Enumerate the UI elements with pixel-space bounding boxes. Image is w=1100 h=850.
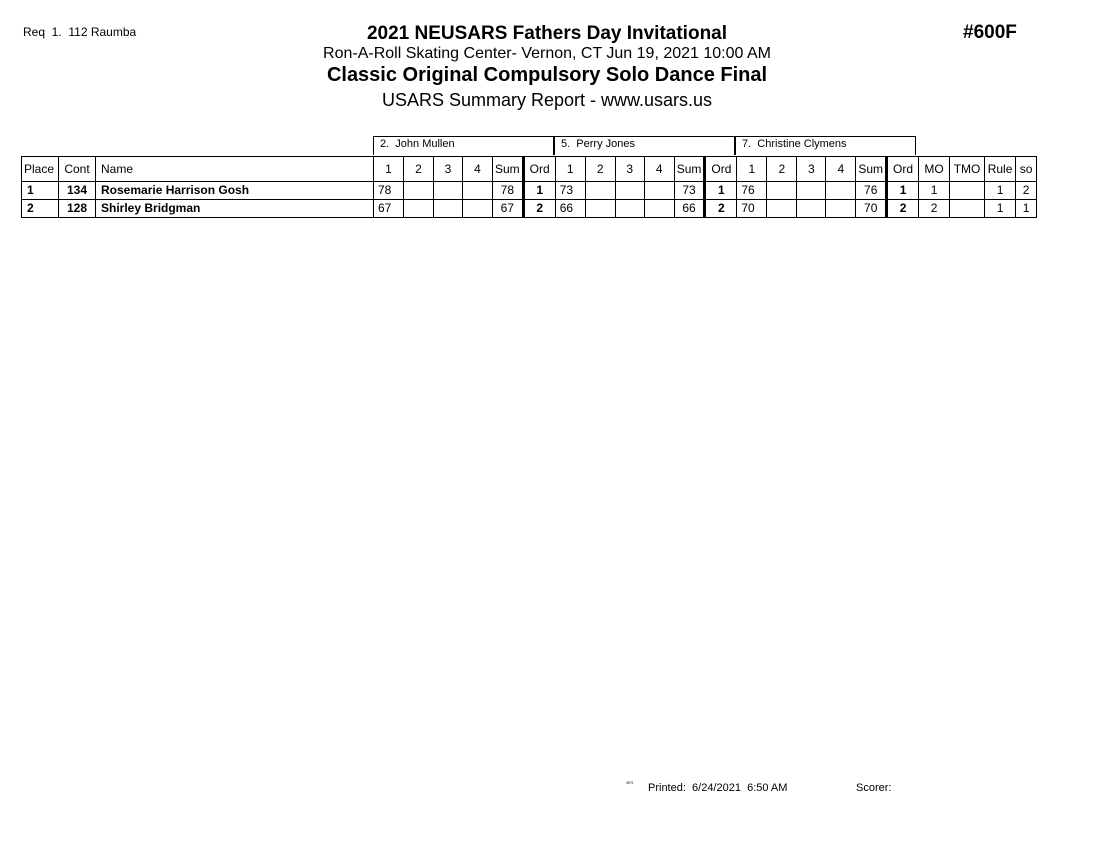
mark-cell — [463, 200, 493, 218]
mark-cell — [585, 182, 615, 200]
mark-cell: 67 — [374, 200, 404, 218]
place-cell: 2 — [22, 200, 59, 218]
mark-cell: 70 — [737, 200, 767, 218]
tmo-cell — [950, 182, 985, 200]
table-header-row — [22, 157, 1037, 182]
col-j3-mark1: 1 — [737, 157, 767, 182]
sum-cell: 73 — [674, 182, 705, 200]
footer-mark: ³³⁰³ — [626, 781, 633, 787]
mark-cell — [644, 182, 674, 200]
rule-cell: 1 — [985, 200, 1016, 218]
rule-cell: 1 — [985, 182, 1016, 200]
col-tmo: TMO — [950, 157, 985, 182]
mark-cell — [767, 200, 797, 218]
col-j2-mark2: 2 — [585, 157, 615, 182]
sum-cell: 70 — [856, 200, 887, 218]
col-place: Place — [22, 157, 59, 182]
mark-cell: 66 — [555, 200, 585, 218]
mark-cell — [463, 182, 493, 200]
sum-cell: 76 — [856, 182, 887, 200]
mark-cell — [644, 200, 674, 218]
table-row — [22, 182, 1037, 200]
mark-cell — [767, 182, 797, 200]
col-j2-mark4: 4 — [644, 157, 674, 182]
so-cell: 1 — [1016, 200, 1037, 218]
scorer-label: Scorer: — [856, 782, 892, 794]
mark-cell — [434, 200, 463, 218]
col-j1-ord: Ord — [523, 157, 555, 182]
mark-cell — [826, 200, 856, 218]
mark-cell — [404, 200, 434, 218]
col-j2-sum: Sum — [674, 157, 705, 182]
col-j3-mark3: 3 — [797, 157, 826, 182]
page-title: 2021 NEUSARS Fathers Day Invitational — [366, 23, 728, 44]
event-name: Classic Original Compulsory Solo Dance Final — [326, 64, 768, 86]
mark-cell: 78 — [374, 182, 404, 200]
event-number: #600F — [963, 22, 1017, 43]
mo-cell: 1 — [919, 182, 950, 200]
col-j1-mark4: 4 — [463, 157, 493, 182]
sum-cell: 66 — [674, 200, 705, 218]
col-j2-ord: Ord — [705, 157, 737, 182]
ord-cell: 2 — [523, 200, 555, 218]
place-cell: 1 — [22, 182, 59, 200]
so-cell: 2 — [1016, 182, 1037, 200]
col-mo: MO — [919, 157, 950, 182]
col-j1-sum: Sum — [493, 157, 524, 182]
request-label: Req 1. 112 Raumba — [23, 25, 137, 39]
col-cont: Cont — [59, 157, 96, 182]
mark-cell — [797, 182, 826, 200]
ord-cell: 1 — [705, 182, 737, 200]
venue-line: Ron-A-Roll Skating Center- Vernon, CT Jun 19, 2021 10:00 AM — [323, 45, 771, 62]
mark-cell — [615, 200, 644, 218]
tmo-cell — [950, 200, 985, 218]
cont-cell: 134 — [59, 182, 96, 200]
mark-cell — [404, 182, 434, 200]
name-cell: Shirley Bridgman — [96, 200, 374, 218]
col-j3-mark2: 2 — [767, 157, 797, 182]
col-j3-mark4: 4 — [826, 157, 856, 182]
mark-cell: 73 — [555, 182, 585, 200]
mark-cell — [797, 200, 826, 218]
cont-cell: 128 — [59, 200, 96, 218]
mark-cell — [585, 200, 615, 218]
name-cell: Rosemarie Harrison Gosh — [96, 182, 374, 200]
mark-cell — [434, 182, 463, 200]
col-j1-mark1: 1 — [374, 157, 404, 182]
ord-cell: 1 — [523, 182, 555, 200]
ord-cell: 1 — [887, 182, 919, 200]
sum-cell: 78 — [493, 182, 524, 200]
col-name: Name — [96, 157, 374, 182]
col-j1-mark3: 3 — [434, 157, 463, 182]
ord-cell: 2 — [705, 200, 737, 218]
ord-cell: 2 — [887, 200, 919, 218]
col-j3-sum: Sum — [856, 157, 887, 182]
mo-cell: 2 — [919, 200, 950, 218]
judge-header-3: 7. Christine Clymens — [735, 136, 916, 155]
judge-header-1: 2. John Mullen — [373, 136, 554, 155]
mark-cell — [826, 182, 856, 200]
judge-header-2: 5. Perry Jones — [554, 136, 735, 155]
sum-cell: 67 — [493, 200, 524, 218]
col-so: so — [1016, 157, 1037, 182]
mark-cell: 76 — [737, 182, 767, 200]
col-j2-mark1: 1 — [555, 157, 585, 182]
table-row — [22, 200, 1037, 218]
report-title: USARS Summary Report - www.usars.us — [381, 90, 713, 110]
col-j1-mark2: 2 — [404, 157, 434, 182]
col-rule: Rule — [985, 157, 1016, 182]
printed-timestamp: Printed: 6/24/2021 6:50 AM — [648, 782, 788, 794]
results-table — [21, 156, 1037, 218]
col-j3-ord: Ord — [887, 157, 919, 182]
col-j2-mark3: 3 — [615, 157, 644, 182]
mark-cell — [615, 182, 644, 200]
